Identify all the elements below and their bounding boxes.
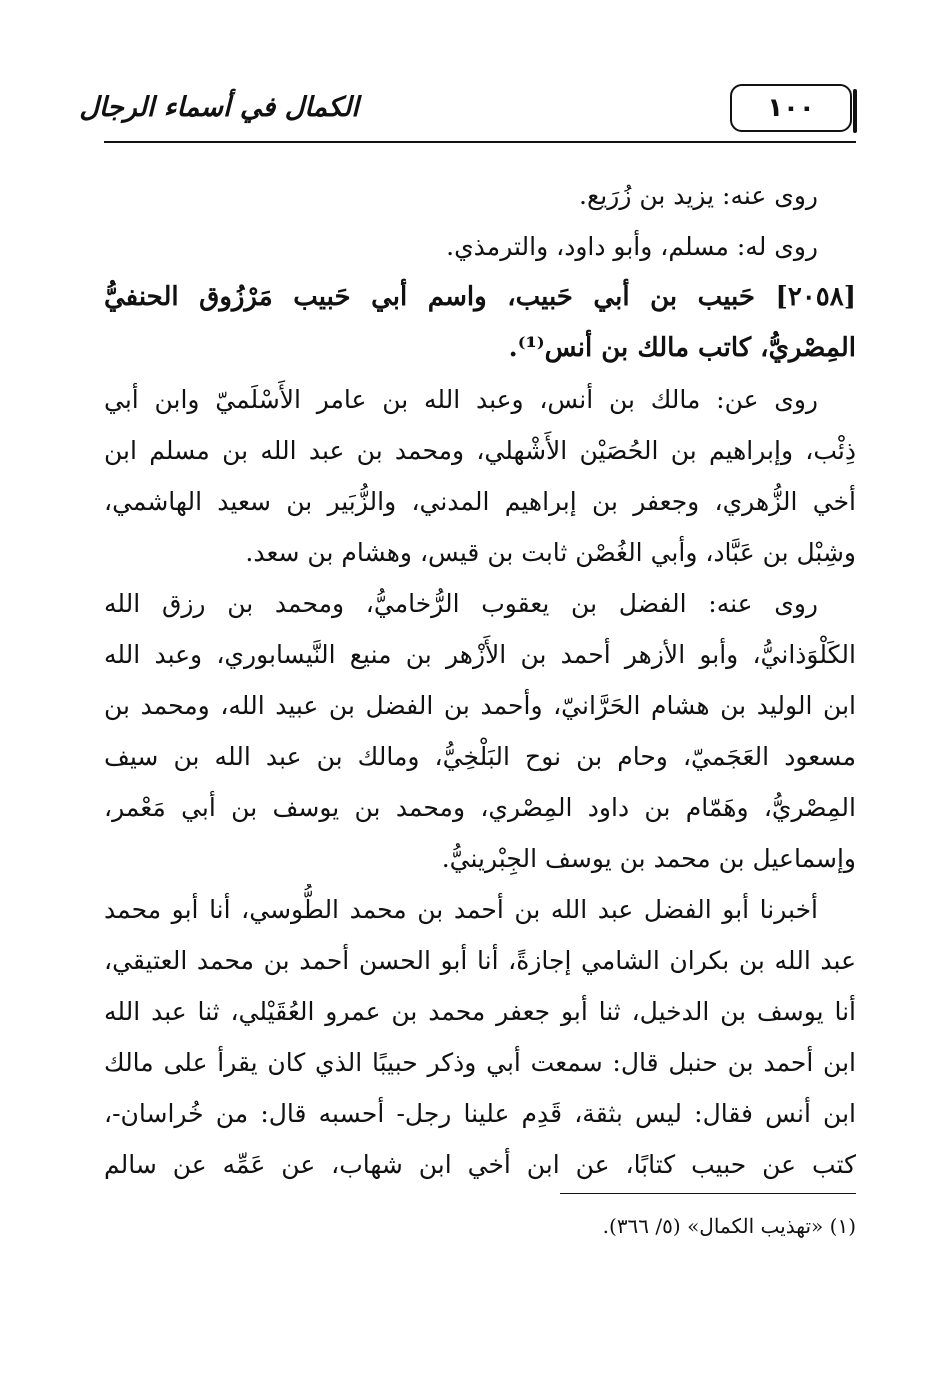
header-rule [104, 141, 856, 143]
text-line: الكَلْوَذانيُّ، وأبو الأزهر أحمد بن الأَزْهر بن منيع النَّيسابوري، وعبد الله [104, 640, 856, 669]
text-line: روى له: مسلم، وأبو داود، والترمذي. [446, 232, 818, 261]
text-line: عبد الله بن بكران الشامي إجازةً، أنا أبو الحسن أحمد بن محمد العتيقي، [104, 946, 856, 975]
book-title: الكمال في أسماء الرجال [79, 91, 359, 123]
text-line: ابن أنس فقال: ليس بثقة، قَدِم علينا رجل- أحسبه قال: من خُراسان-، [104, 1099, 856, 1128]
text-line: ابن أحمد بن حنبل قال: سمعت أبي وذكر حبيبًا الذي كان يقرأ على مالك [104, 1048, 856, 1077]
biography-heading: [٢٠٥٨] حَبيب بن أبي حَبيب، واسم أبي حَبيب مَرْزُوق الحنفيُّ [104, 282, 856, 312]
page-header [79, 78, 856, 144]
text-line: وإسماعيل بن محمد بن يوسف الجِبْرينيُّ. [441, 844, 856, 873]
footnote-rule [560, 1193, 856, 1194]
text-line: روى عن: مالك بن أنس، وعبد الله بن عامر الأَسْلَميّ وابن أبي [104, 385, 818, 414]
text-line: ذِئْب، وإبراهيم بن الحُصَيْن الأَشْهلي، ومحمد بن عبد الله بن مسلم ابن [104, 436, 856, 465]
text-line: مسعود العَجَميّ، وحام بن نوح البَلْخِيُّ، ومالك بن عبد الله بن سيف [104, 742, 856, 771]
main-text [104, 170, 856, 1190]
text-line: أخبرنا أبو الفضل عبد الله بن أحمد بن محمد الطُّوسي، أنا أبو محمد [104, 895, 818, 924]
footnote: (١) «تهذيب الكمال» (٥/ ٣٦٦). [602, 1214, 856, 1238]
biography-heading: المِصْريُّ، كاتب مالك بن أنس⁽¹⁾. [508, 333, 856, 363]
text-line: ابن الوليد بن هشام الحَرَّانيّ، وأحمد بن الفضل بن عبيد الله، ومحمد بن [104, 691, 856, 720]
text-line: روى عنه: الفضل بن يعقوب الرُّخاميُّ، ومحمد بن رزق الله [104, 589, 818, 618]
text-line: روى عنه: يزيد بن زُرَيع. [579, 181, 818, 210]
text-line: المِصْريُّ، وهَمّام بن داود المِصْري، ومحمد بن يوسف بن أبي مَعْمر، [104, 793, 856, 822]
text-line: أخي الزُّهري، وجعفر بن إبراهيم المدني، والزُّبَير بن سعيد الهاشمي، [104, 487, 856, 516]
page-number: ١٠٠ [730, 84, 852, 132]
text-line: كتب عن حبيب كتابًا، عن ابن أخي ابن شهاب، عن عَمِّه عن سالم [104, 1150, 856, 1179]
text-line: وشِبْل بن عَبَّاد، وأبي الغُصْن ثابت بن قيس، وهشام بن سعد. [245, 538, 856, 567]
text-line: أنا يوسف بن الدخيل، ثنا أبو جعفر محمد بن عمرو العُقَيْلي، ثنا عبد الله [104, 997, 856, 1026]
